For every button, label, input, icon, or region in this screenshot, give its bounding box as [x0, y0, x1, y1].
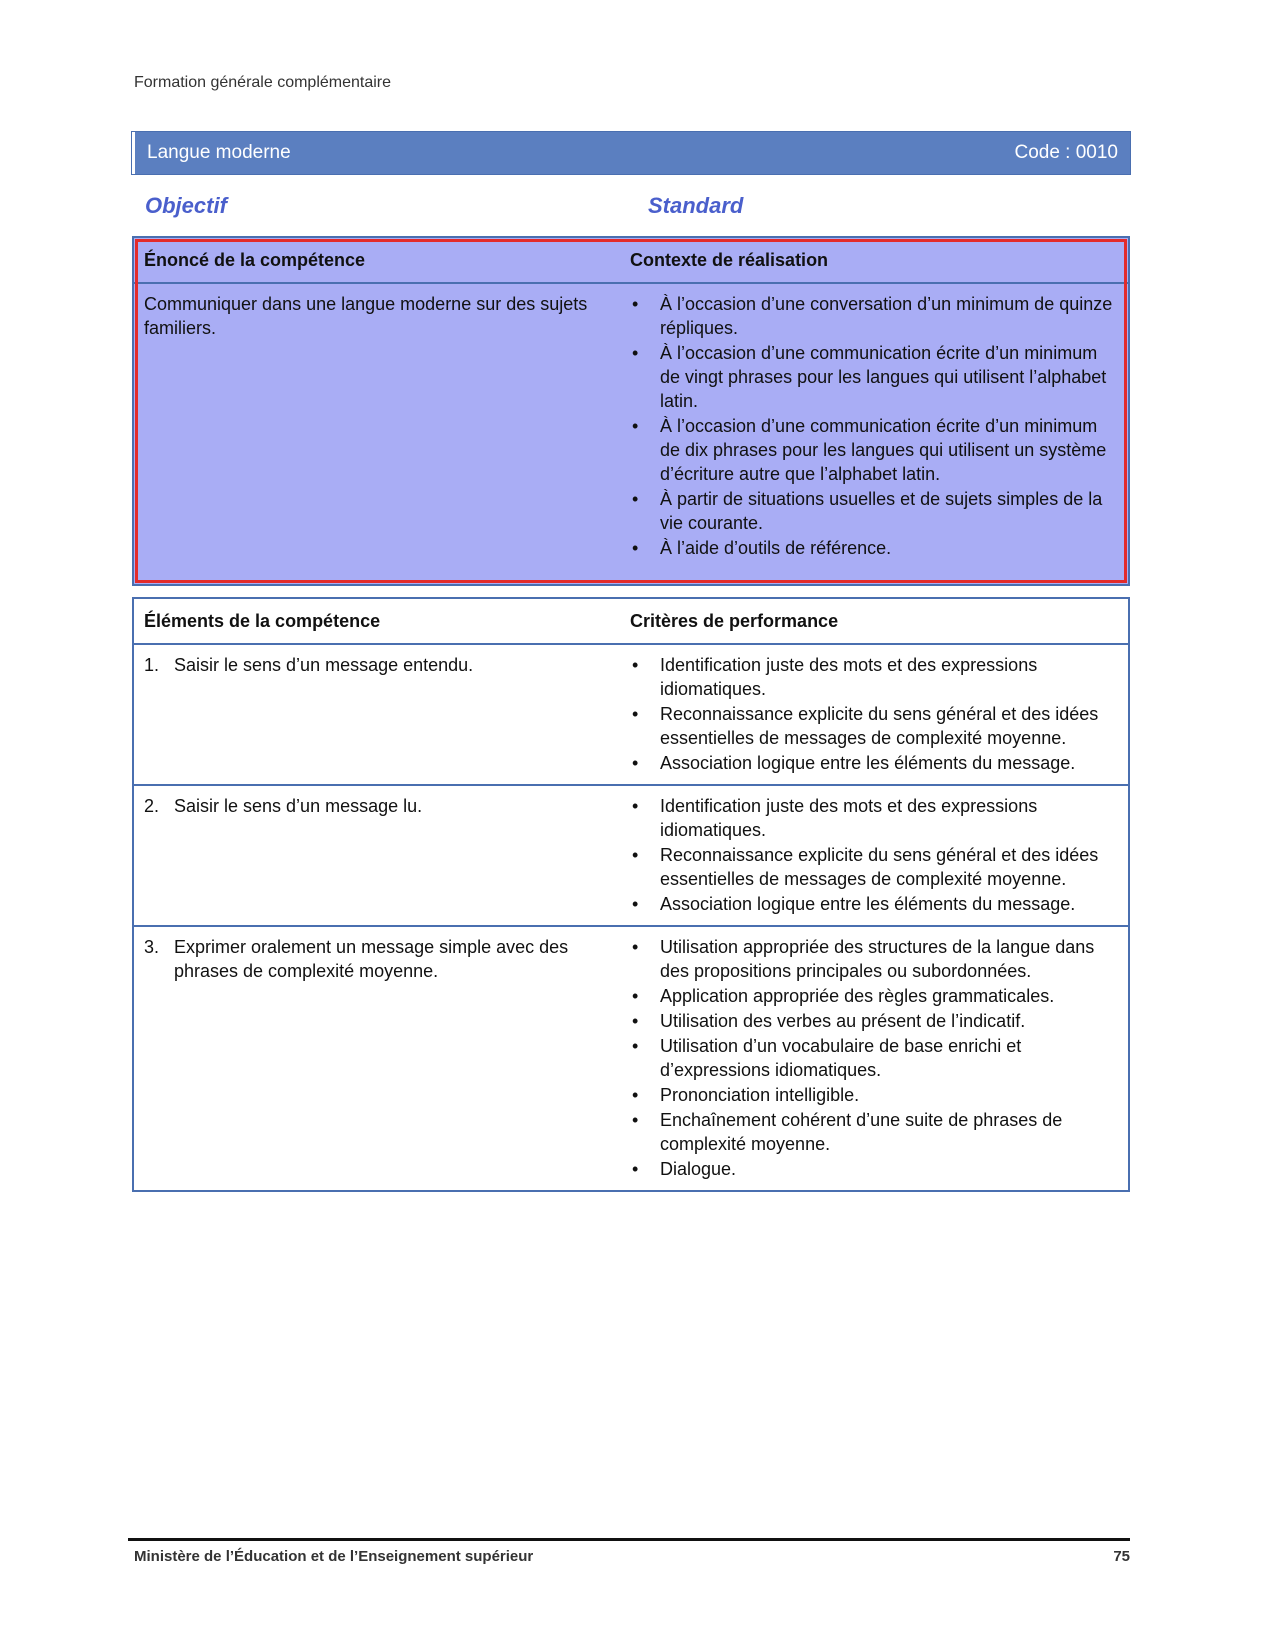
criteria-item: • Association logique entre les éléments du message.	[630, 892, 1114, 916]
competence-table-header	[134, 238, 1128, 284]
col-contexte-header: Contexte de réalisation	[630, 249, 829, 270]
criteria-item: • Identification juste des mots et des expressions idiomatiques.	[630, 794, 1114, 842]
band-standard: Standard	[648, 193, 744, 218]
criteria-list	[630, 653, 1114, 775]
criteria-item: • Dialogue.	[630, 1157, 1114, 1181]
criteria-item: • Association logique entre les éléments du message.	[630, 751, 1114, 775]
element-text: Exprimer oralement un message simple avec des phrases de complexité moyenne.	[174, 937, 569, 981]
top-label: Formation générale complémentaire	[134, 74, 392, 91]
context-item: • À l’occasion d’une communication écrite d’un minimum de vingt phrases pour les langues qui utilisent l’alphabet latin.	[630, 341, 1114, 413]
context-item: • À l’aide d’outils de référence.	[630, 536, 1114, 560]
competence-statement: Communiquer dans une langue moderne sur des sujets familiers.	[144, 294, 588, 338]
table-row	[134, 645, 1128, 786]
table-row	[134, 927, 1128, 1190]
criteria-list	[630, 935, 1114, 1181]
competence-table	[132, 236, 1130, 586]
criteria-item: • Utilisation des verbes au présent de l’indicatif.	[630, 1009, 1114, 1033]
context-list	[630, 292, 1114, 560]
elements-table	[132, 597, 1130, 1192]
criteria-item: • Reconnaissance explicite du sens général et des idées essentielles de messages de complexité moyenne.	[630, 702, 1114, 750]
footer-rule	[128, 1538, 1130, 1541]
criteria-item: • Identification juste des mots et des expressions idiomatiques.	[630, 653, 1114, 701]
header-code: Code : 0010	[1014, 142, 1118, 163]
element-number: 3.	[144, 937, 160, 957]
table-row	[134, 786, 1128, 927]
element-number: 2.	[144, 796, 160, 816]
element-cell	[134, 786, 630, 925]
context-item: • À l’occasion d’une conversation d’un minimum de quinze répliques.	[630, 292, 1114, 340]
footer-page-number: 75	[1113, 1548, 1130, 1565]
header-bar	[132, 132, 1130, 174]
element-cell	[134, 645, 630, 784]
col-criteres-header: Critères de performance	[630, 610, 839, 631]
criteria-item: • Enchaînement cohérent d’une suite de phrases de complexité moyenne.	[630, 1108, 1114, 1156]
criteria-item: • Application appropriée des règles grammaticales.	[630, 984, 1114, 1008]
competence-table-body	[134, 284, 1128, 584]
element-text: Saisir le sens d’un message entendu.	[174, 655, 474, 675]
band-objectif: Objectif	[145, 193, 227, 218]
context-item: • À l’occasion d’une communication écrite d’un minimum de dix phrases pour les langues qui utilisent un système d’écriture autre que l’alphabet latin.	[630, 414, 1114, 486]
elements-table-header	[134, 599, 1128, 645]
col-elements-header: Éléments de la compétence	[144, 610, 381, 631]
element-number: 1.	[144, 655, 160, 675]
header-title: Langue moderne	[147, 142, 291, 163]
footer-ministry: Ministère de l’Éducation et de l’Enseignement supérieur	[134, 1548, 534, 1565]
criteria-item: • Utilisation appropriée des structures de la langue dans des propositions principales ou subordonnées.	[630, 935, 1114, 983]
col-enonce-header: Énoncé de la compétence	[144, 249, 366, 270]
criteria-item: • Utilisation d’un vocabulaire de base enrichi et d’expressions idiomatiques.	[630, 1034, 1114, 1082]
context-item: • À partir de situations usuelles et de sujets simples de la vie courante.	[630, 487, 1114, 535]
element-text: Saisir le sens d’un message lu.	[174, 796, 423, 816]
element-cell	[134, 927, 630, 1190]
criteria-list	[630, 794, 1114, 916]
criteria-item: • Reconnaissance explicite du sens général et des idées essentielles de messages de complexité moyenne.	[630, 843, 1114, 891]
criteria-item: • Prononciation intelligible.	[630, 1083, 1114, 1107]
